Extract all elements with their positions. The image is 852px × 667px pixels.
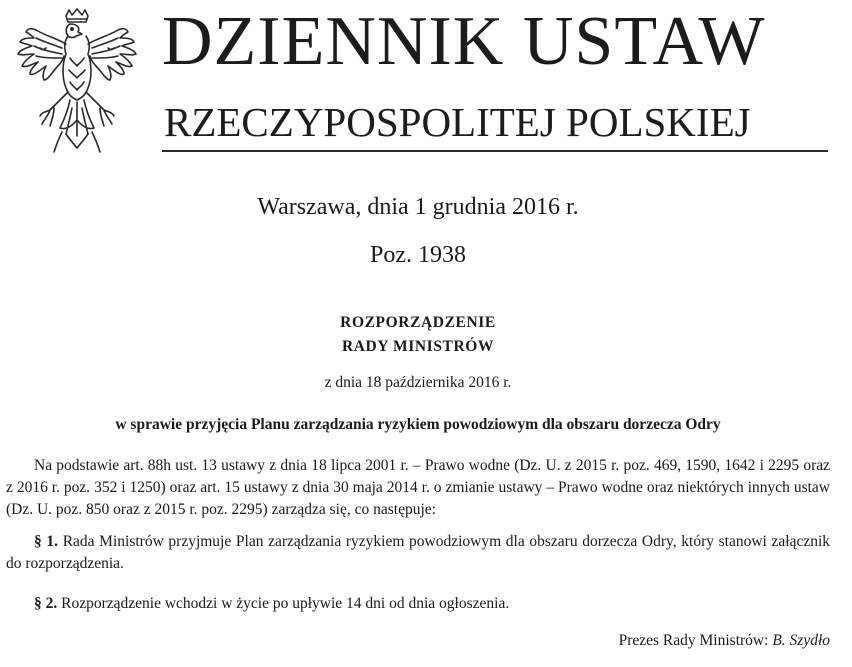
signature-name: B. Szydło [772,632,830,649]
publication-dateline: Warszawa, dnia 1 grudnia 2016 r. [257,194,579,220]
section-text: Rada Ministrów przyjmuje Plan zarządzania ryzykiem powodziowym dla obszaru dorzecza Odry, który stanowi załącznik do rozporządzenia. [6,533,831,572]
polish-eagle-emblem-icon [6,8,148,158]
position-number: Poz. 1938 [370,242,466,268]
act-type-line2: RADY MINISTRÓW [341,338,495,355]
preamble-paragraph: Na podstawie art. 88h ust. 13 ustawy z dnia 18 lipca 2001 r. – Prawo wodne (Dz. U. z 2015 r. poz. 469, 1590, 1642 i 2295 oraz z 2016 r. poz. 352 i 1250) oraz art. 15 ustawy z dnia 30 maja 2014 r. o zmianie ustawy – Prawo wodne oraz niektórych innych ustaw (Dz. U. poz. 850 oraz z 2015 r. poz. 2295) zarządza się, co następuje: [6,457,830,518]
section-text: Rozporządzenie wchodzi w życie po upływie 14 dni od dnia ogłoszenia. [61,595,510,612]
act-subject: w sprawie przyjęcia Planu zarządzania ryzykiem powodziowym dla obszaru dorzecza Odry [115,416,721,433]
section-number: § 1. [34,533,59,550]
act-type-line1: ROZPORZĄDZENIE [340,314,496,331]
section-number: § 2. [34,595,58,612]
act-type-heading [0,311,836,359]
section-paragraph [6,531,830,575]
header-rule [162,150,828,152]
section-paragraph [6,593,830,615]
journal-title: DZIENNIK USTAW [162,3,766,80]
journal-subtitle: RZECZYPOSPOLITEJ POLSKIEJ [164,99,751,145]
act-date: z dnia 18 października 2016 r. [324,374,512,391]
signature-role: Prezes Rady Ministrów: [618,632,769,649]
signature-block [619,630,830,652]
